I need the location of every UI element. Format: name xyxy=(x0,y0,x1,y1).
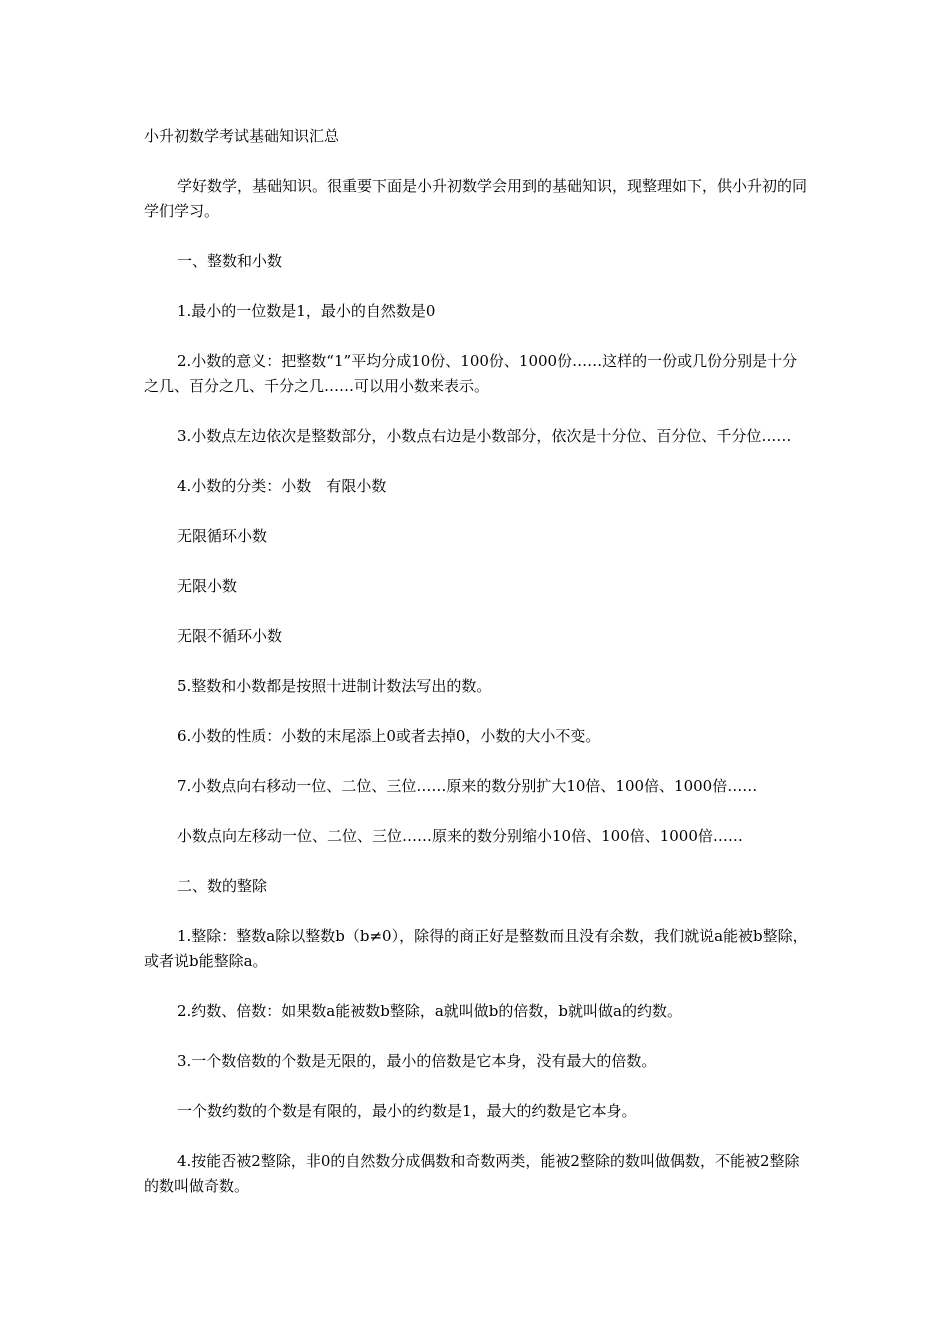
paragraph-item: 1.最小的一位数是1，最小的自然数是0 xyxy=(177,302,436,320)
paragraph-item: 2.约数、倍数：如果数a能被数b整除，a就叫做b的倍数，b就叫做a的约数。 xyxy=(177,1002,682,1020)
section-heading-divisibility: 二、数的整除 xyxy=(177,877,268,895)
paragraph-item: 一个数约数的个数是有限的，最小的约数是1，最大的约数是它本身。 xyxy=(177,1102,637,1120)
paragraph-item: 3.一个数倍数的个数是无限的，最小的倍数是它本身，没有最大的倍数。 xyxy=(177,1052,657,1070)
section-heading-integers-decimals: 一、整数和小数 xyxy=(177,252,283,270)
paragraph-item: 4.小数的分类：小数 有限小数 xyxy=(177,477,387,495)
document-body xyxy=(144,124,808,1224)
paragraph-item: 6.小数的性质：小数的末尾添上0或者去掉0，小数的大小不变。 xyxy=(177,727,601,745)
paragraph-item: 无限小数 xyxy=(177,577,238,595)
paragraph-item: 2.小数的意义：把整数“1”平均分成10份、100份、1000份……这样的一份或几份分别是十分之几、百分之几、千分之几……可以用小数来表示。 xyxy=(144,352,798,395)
document-title: 小升初数学考试基础知识汇总 xyxy=(144,127,340,145)
paragraph-item: 3.小数点左边依次是整数部分，小数点右边是小数部分，依次是十分位、百分位、千分位…… xyxy=(177,427,792,445)
paragraph-item: 5.整数和小数都是按照十进制计数法写出的数。 xyxy=(177,677,492,695)
paragraph-item: 小数点向左移动一位、二位、三位……原来的数分别缩小10倍、100倍、1000倍…… xyxy=(177,827,743,845)
paragraph-intro: 学好数学，基础知识。很重要下面是小升初数学会用到的基础知识，现整理如下，供小升初的同学们学习。 xyxy=(144,177,808,220)
paragraph-item: 7.小数点向右移动一位、二位、三位……原来的数分别扩大10倍、100倍、1000倍…… xyxy=(177,777,758,795)
paragraph-item: 4.按能否被2整除，非0的自然数分成偶数和奇数两类，能被2整除的数叫做偶数，不能被2整除的数叫做奇数。 xyxy=(144,1152,800,1195)
paragraph-item: 无限不循环小数 xyxy=(177,627,283,645)
paragraph-item: 1.整除：整数a除以整数b（b≠0），除得的商正好是整数而且没有余数，我们就说a能被b整除，或者说b能整除a。 xyxy=(144,927,808,970)
paragraph-item: 无限循环小数 xyxy=(177,527,268,545)
